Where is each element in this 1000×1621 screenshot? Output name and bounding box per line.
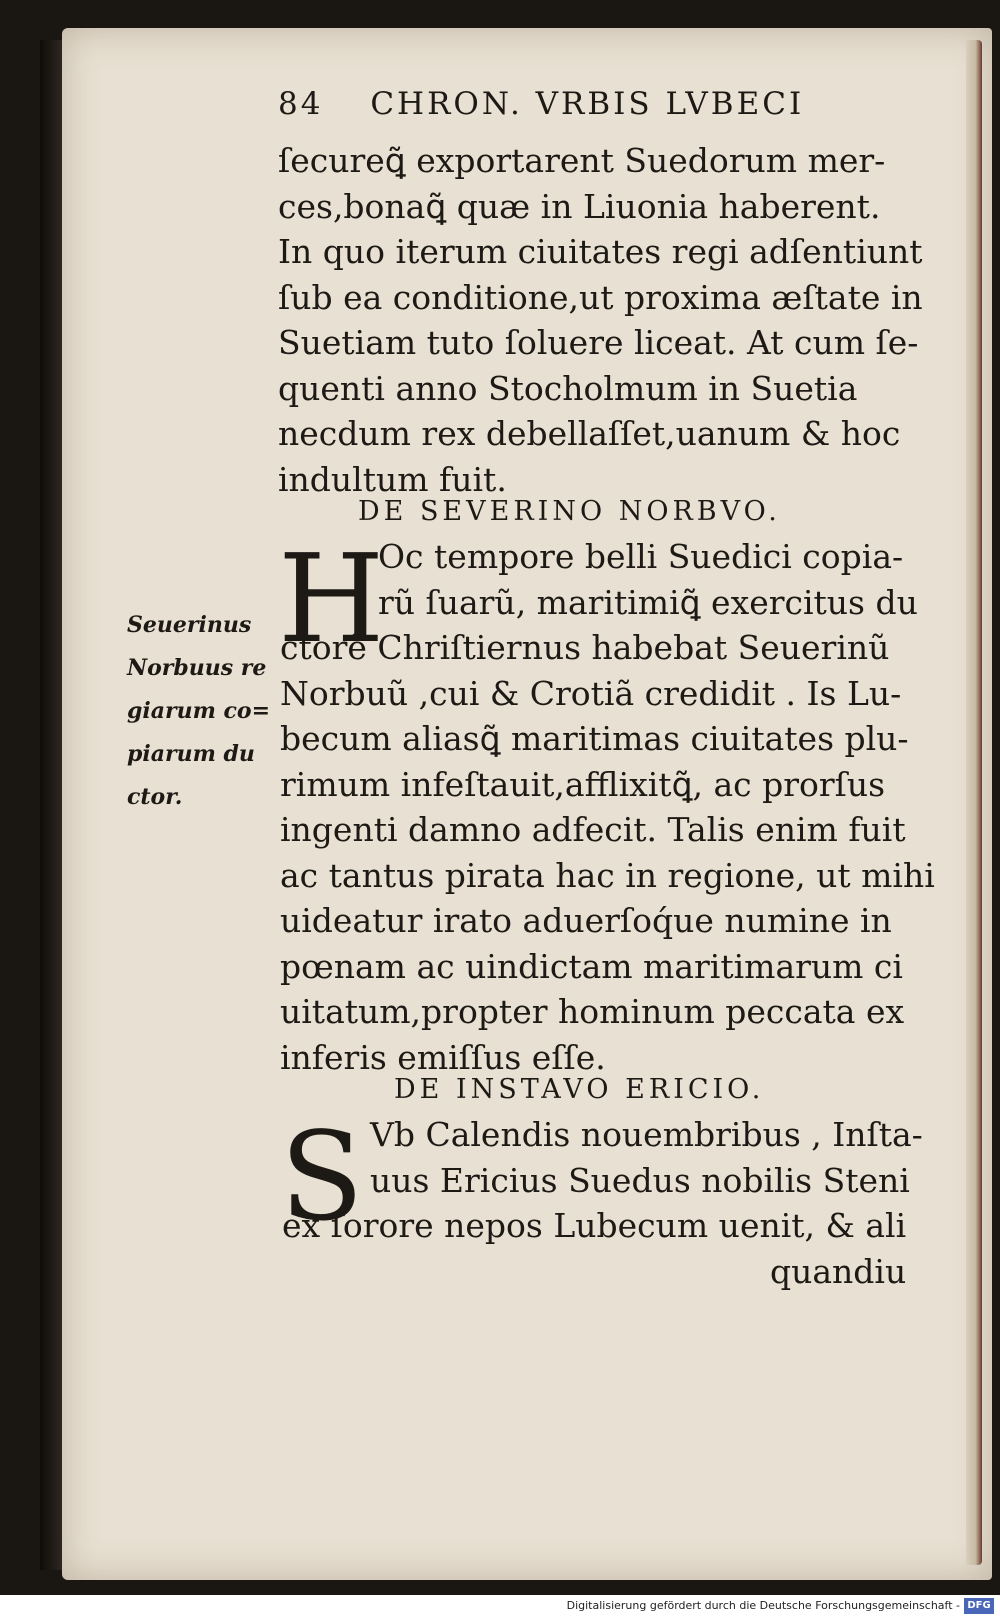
- text-line: ſecureꝗ̃ exportarent Suedorum mer-: [278, 141, 886, 180]
- text-block-continuation: [278, 138, 923, 502]
- text-line: ſub ea conditione,ut proxima æſtate in: [278, 277, 923, 317]
- text-line: necdum rex debellaſſet,uanum & hoc: [278, 414, 901, 453]
- text-line: Oc tempore belli Suedici copia-: [378, 537, 904, 576]
- text-line: uitatum,propter hominum peccata ex: [280, 992, 905, 1031]
- section-heading-severino: DE SEVERINO NORBVO.: [358, 496, 781, 527]
- text-line: ces,bonaꝗ̃ quæ in Liuonia haberent.: [278, 186, 881, 226]
- text-line: uideatur irato aduerſoq́ue numine in: [280, 901, 892, 940]
- section-heading-instavo: DE INSTAVO ERICIO.: [394, 1074, 765, 1105]
- text-line: Suetiam tuto ſoluere liceat. At cum ſe-: [278, 323, 919, 362]
- text-line: ingenti damno adfecit. Talis enim fuit: [280, 810, 906, 849]
- running-header: [278, 86, 858, 130]
- text-line: rimum infeſtauit,afflixitꝗ̃, ac prorſus: [280, 764, 886, 804]
- text-line: rũ ſuarũ, maritimiꝗ̃ exercitus du: [378, 582, 918, 622]
- text-line: ctorẽ Chriſtiernus habebat Seuerinũ: [280, 628, 890, 667]
- page-edge: [966, 40, 982, 1565]
- dfg-logo-icon: DFG: [964, 1598, 994, 1614]
- margin-line: Norbuus re: [127, 655, 267, 681]
- text-line: Norbuũ ,cui & Crotiã credidit . Is Lu-: [280, 673, 902, 713]
- funding-credit: Digitalisierung gefördert durch die Deutsche Forschungsgemeinschaft -: [566, 1599, 960, 1612]
- text-block-instavo: [280, 1106, 923, 1294]
- margin-line: giarum co=: [127, 698, 271, 724]
- catchword: quandiu: [770, 1251, 907, 1291]
- text-line: inferis emiſſus eſſe.: [280, 1037, 606, 1077]
- margin-line: piarum du: [127, 741, 255, 767]
- text-line: uus Ericius Suedus nobilis Steni: [370, 1160, 910, 1200]
- text-line: ac tantus pirata hac in regione, ut mihi: [280, 855, 935, 895]
- margin-line: ctor.: [127, 784, 183, 810]
- drop-cap-s: S: [280, 1106, 364, 1248]
- text-line: becum aliasꝗ̃ maritimas ciuitates plu-: [280, 719, 909, 758]
- text-line: indultum fuit.: [278, 459, 507, 499]
- page-number: 84: [278, 86, 324, 122]
- text-line: ex ſorore nepos Lubecum uenit, & ali: [282, 1206, 907, 1245]
- text-block-severino: [278, 528, 935, 1080]
- drop-cap-h: H: [278, 528, 385, 670]
- margin-line: Seuerinus: [127, 612, 252, 638]
- marginal-note: [127, 604, 270, 819]
- text-line: Vb Calendis nouembribus , Inſta-: [370, 1115, 923, 1154]
- running-title: CHRON. VRBIS LVBECI: [370, 86, 805, 122]
- text-line: pœnam ac uindictam maritimarum ci: [280, 946, 903, 986]
- text-line: quenti anno Stocholmum in Suetia: [278, 368, 858, 408]
- text-line: In quo iterum ciuitates regi adſentiunt: [278, 232, 923, 271]
- digitization-footer: [0, 1595, 1000, 1621]
